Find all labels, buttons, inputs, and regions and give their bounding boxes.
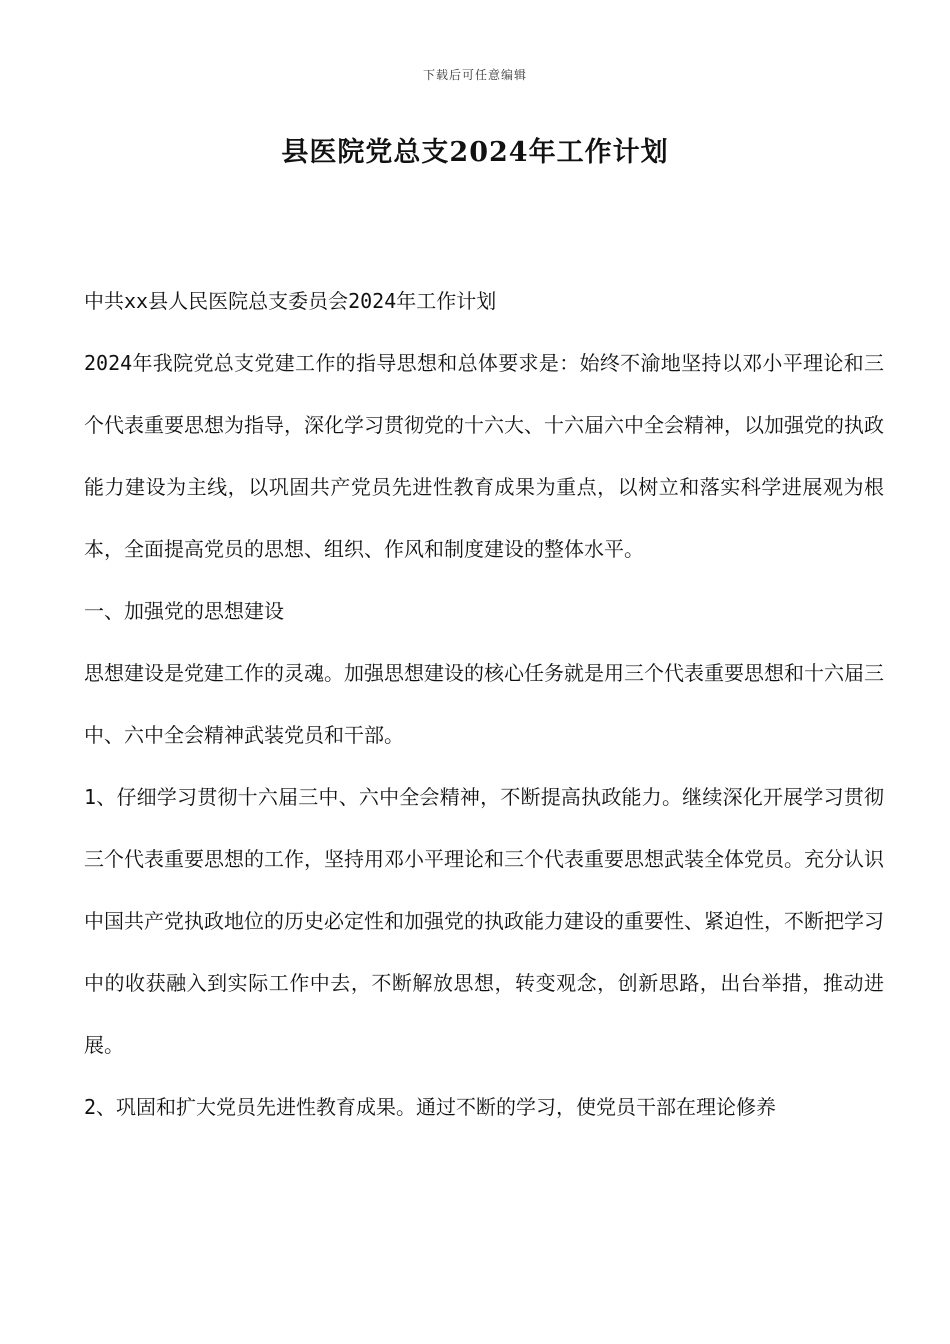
body-paragraph: 思想建设是党建工作的灵魂。加强思想建设的核心任务就是用三个代表重要思想和十六届三中、六中全会精神武装党员和干部。 <box>84 661 884 747</box>
body-paragraph: 2024年我院党总支党建工作的指导思想和总体要求是：始终不渝地坚持以邓小平理论和三个代表重要思想为指导，深化学习贯彻党的十六大、十六届六中全会精神，以加强党的执政能力建设为主线，以巩固共产党员先进性教育成果为重点，以树立和落实科学进展观为根本，全面提高党员的思想、组织、作风和制度建设的整体水平。 <box>84 351 884 561</box>
body-paragraph: 1、仔细学习贯彻十六届三中、六中全会精神，不断提高执政能力。继续深化开展学习贯彻三个代表重要思想的工作，坚持用邓小平理论和三个代表重要思想武装全体党员。充分认识中国共产党执政地位的历史必定性和加强党的执政能力建设的重要性、紧迫性，不断把学习中的收获融入到实际工作中去，不断解放思想，转变观念，创新思路，出台举措，推动进展。 <box>84 785 884 1057</box>
document-body <box>84 270 884 1138</box>
header-note: 下载后可任意编辑 <box>422 68 527 82</box>
body-paragraph: 2、巩固和扩大党员先进性教育成果。通过不断的学习，使党员干部在理论修养 <box>84 1095 777 1119</box>
section-heading: 一、加强党的思想建设 <box>84 599 284 623</box>
subtitle-paragraph: 中共xx县人民医院总支委员会2024年工作计划 <box>84 289 497 313</box>
document-title: 县医院党总支2024年工作计划 <box>281 137 669 168</box>
